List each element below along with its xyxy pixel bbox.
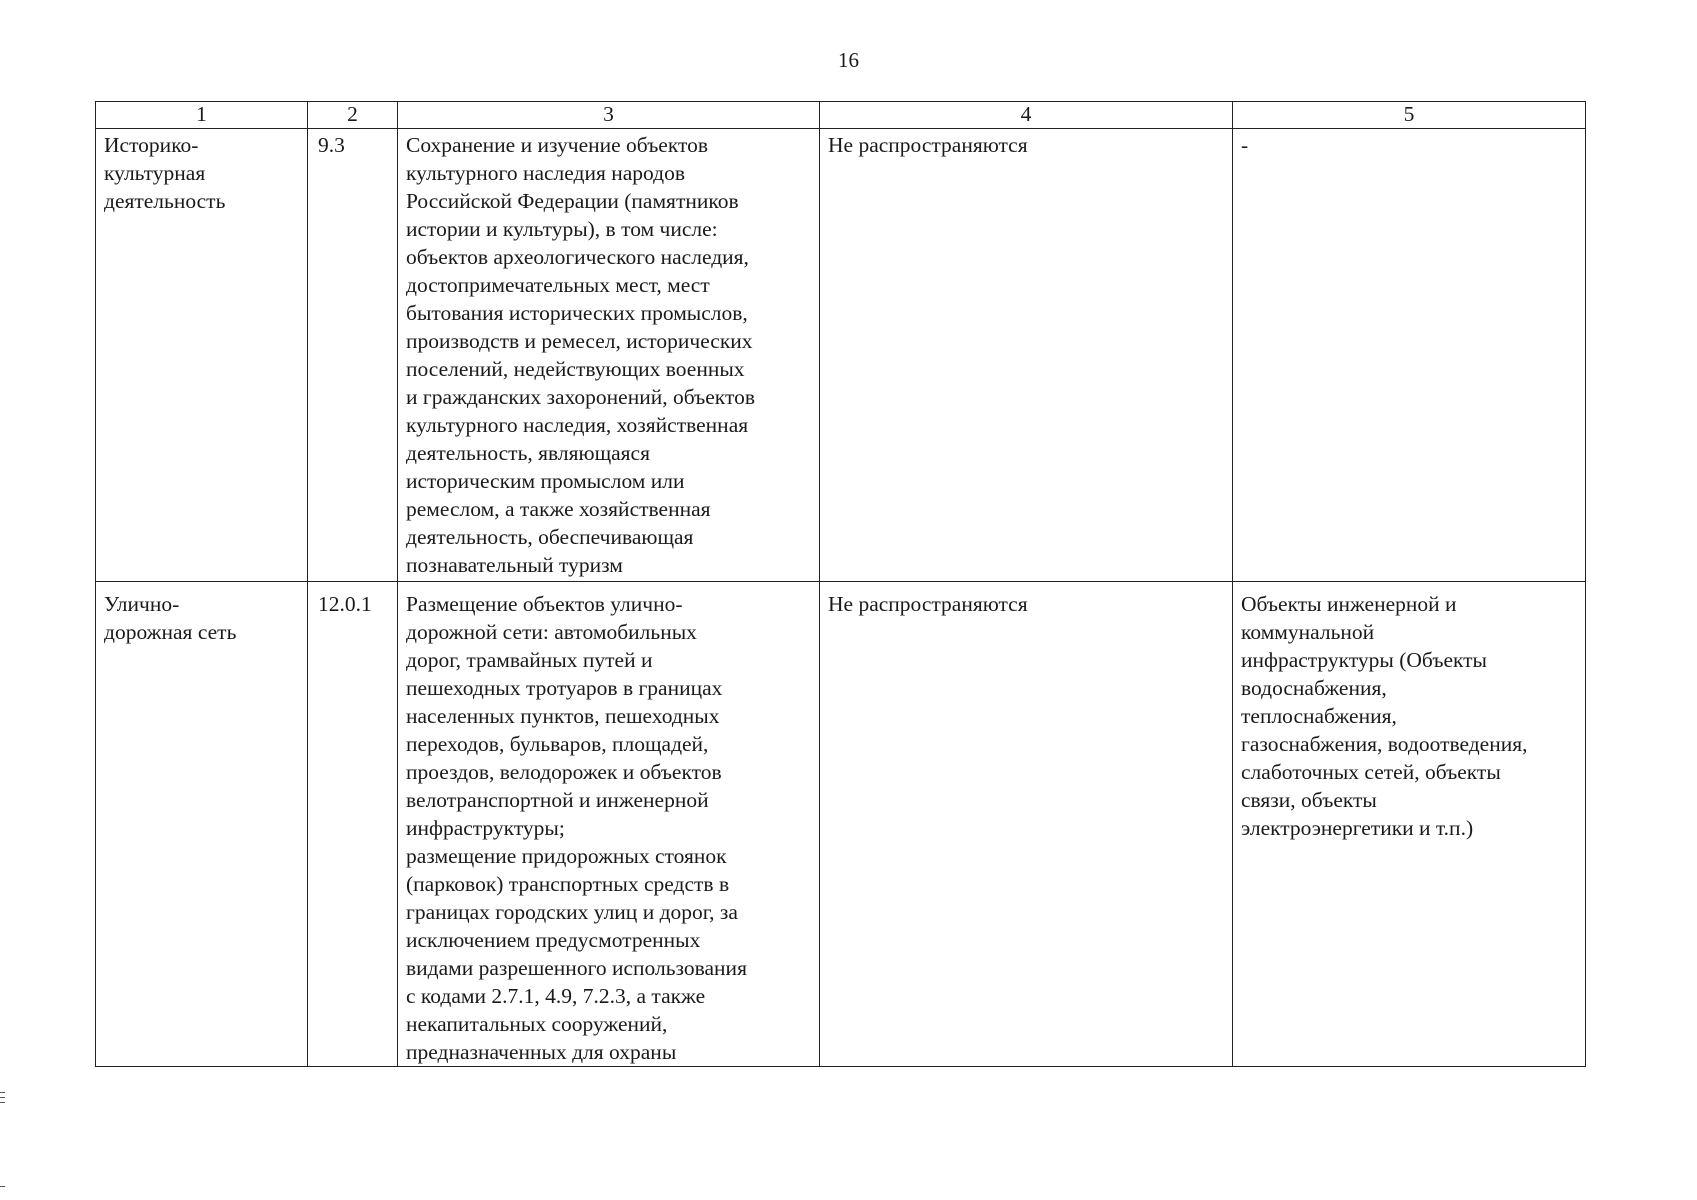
page-number: 16 [838,48,859,72]
column-header-5: 5 [1233,102,1586,129]
table-header-row [96,102,1586,129]
table-row [96,582,1586,1067]
scan-edge-mark [0,1097,5,1098]
scan-edge-mark [0,1092,5,1093]
use-name-cell: Улично- дорожная сеть [96,582,308,1067]
column-header-1: 1 [96,102,308,129]
column-header-4: 4 [820,102,1233,129]
restrictions-cell: Не распространяются [820,582,1233,1067]
scan-edge-mark [0,1102,5,1103]
land-use-table [95,101,1586,1067]
auxiliary-uses-cell: Объекты инженерной и коммунальной инфраструктуры (Объекты водоснабжения, теплоснабжения, газоснабжения, водоотведения, слаботочных сетей, объекты связи, объекты электроэнергетики и т.п.) [1233,582,1586,1067]
use-code-cell: 9.3 [308,129,398,582]
column-header-2: 2 [308,102,398,129]
restrictions-cell: Не распространяются [820,129,1233,582]
use-name-cell: Историко- культурная деятельность [96,129,308,582]
use-description-cell: Сохранение и изучение объектов культурного наследия народов Российской Федерации (памятников истории и культуры), в том числе: объектов археологического наследия, достопримечательных мест, мест бытования исторических промыслов, производств и ремесел, исторических поселений, недействующих военных и гражданских захоронений, объектов культурного наследия, хозяйственная деятельность, являющаяся историческим промыслом или ремеслом, а также хозяйственная деятельность, обеспечивающая познавательный туризм [398,129,820,582]
table-row [96,129,1586,582]
scan-edge-mark [0,1186,5,1187]
auxiliary-uses-cell: - [1233,129,1586,582]
use-description-cell: Размещение объектов улично- дорожной сети: автомобильных дорог, трамвайных путей и пешеходных тротуаров в границах населенных пунктов, пешеходных переходов, бульваров, площадей, проездов, велодорожек и объектов велотранспортной и инженерной инфраструктуры; размещение придорожных стоянок (парковок) транспортных средств в границах городских улиц и дорог, за исключением предусмотренных видами разрешенного использования с кодами 2.7.1, 4.9, 7.2.3, а также некапитальных сооружений, предназначенных для охраны [398,582,820,1067]
column-header-3: 3 [398,102,820,129]
use-code-cell: 12.0.1 [308,582,398,1067]
